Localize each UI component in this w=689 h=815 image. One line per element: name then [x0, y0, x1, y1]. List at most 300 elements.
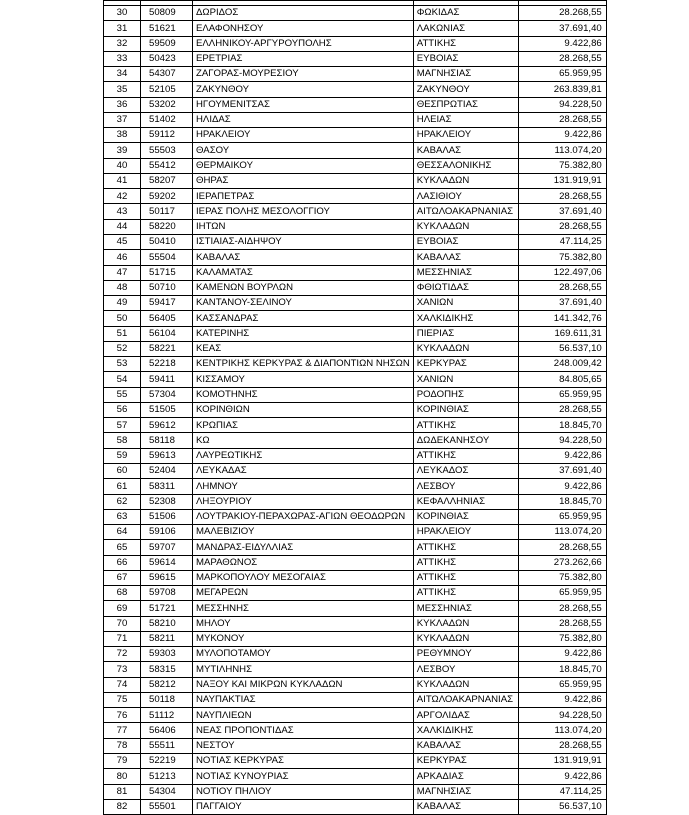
amount-cell: 141.342,76 — [518, 311, 606, 326]
municipality-code-cell: 52404 — [141, 463, 193, 478]
municipality-code-cell: 51506 — [141, 509, 193, 524]
municipality-code-cell: 52219 — [141, 754, 193, 769]
prefecture-name-cell: ΚΥΚΛΑΔΩΝ — [413, 631, 518, 646]
amount-cell: 18.845,70 — [518, 418, 606, 433]
table-row — [104, 723, 607, 738]
prefecture-name-cell: ΧΑΝΙΩΝ — [413, 296, 518, 311]
prefecture-name-cell: ΖΑΚΥΝΘΟΥ — [413, 82, 518, 97]
municipality-code-cell: 59411 — [141, 372, 193, 387]
table-row — [104, 433, 607, 448]
table-row — [104, 21, 607, 36]
municipality-code-cell: 55511 — [141, 738, 193, 753]
row-number-cell: 64 — [104, 525, 141, 540]
amount-cell: 18.845,70 — [518, 494, 606, 509]
prefecture-name-cell: ΠΙΕΡΙΑΣ — [413, 326, 518, 341]
amount-cell: 94.228,50 — [518, 433, 606, 448]
row-number-cell: 62 — [104, 494, 141, 509]
table-row — [104, 570, 607, 585]
municipality-name-cell: ΜΥΤΙΛΗΝΗΣ — [193, 662, 414, 677]
amount-cell: 28.268,55 — [518, 112, 606, 127]
municipality-code-cell: 58212 — [141, 677, 193, 692]
municipality-name-cell: ΚΕΝΤΡΙΚΗΣ ΚΕΡΚΥΡΑΣ & ΔΙΑΠΟΝΤΙΩΝ ΝΗΣΩΝ — [193, 357, 414, 372]
row-number-cell: 59 — [104, 448, 141, 463]
table-row — [104, 341, 607, 356]
prefecture-name-cell: ΜΑΓΝΗΣΙΑΣ — [413, 784, 518, 799]
amount-cell: 113.074,20 — [518, 525, 606, 540]
row-number-cell: 63 — [104, 509, 141, 524]
row-number-cell: 58 — [104, 433, 141, 448]
table-row — [104, 372, 607, 387]
prefecture-name-cell: ΡΕΘΥΜΝΟΥ — [413, 647, 518, 662]
row-number-cell: 80 — [104, 769, 141, 784]
amount-cell: 28.268,55 — [518, 280, 606, 295]
municipality-code-cell: 52105 — [141, 82, 193, 97]
prefecture-name-cell: ΧΑΛΚΙΔΙΚΗΣ — [413, 723, 518, 738]
amount-cell: 28.268,55 — [518, 402, 606, 417]
amount-cell: 56.537,10 — [518, 341, 606, 356]
municipality-name-cell: ΛΕΥΚΑΔΑΣ — [193, 463, 414, 478]
row-number-cell: 78 — [104, 738, 141, 753]
municipality-name-cell: ΝΕΑΣ ΠΡΟΠΟΝΤΙΔΑΣ — [193, 723, 414, 738]
municipality-code-cell: 58211 — [141, 631, 193, 646]
prefecture-name-cell: ΧΑΛΚΙΔΙΚΗΣ — [413, 311, 518, 326]
municipality-name-cell: ΘΗΡΑΣ — [193, 173, 414, 188]
row-number-cell: 30 — [104, 6, 141, 21]
prefecture-name-cell: ΘΕΣΠΡΩΤΙΑΣ — [413, 97, 518, 112]
row-number-cell: 48 — [104, 280, 141, 295]
amount-cell: 75.382,80 — [518, 250, 606, 265]
table-row — [104, 219, 607, 234]
municipality-code-cell: 50117 — [141, 204, 193, 219]
municipality-name-cell: ΚΑΛΑΜΑΤΑΣ — [193, 265, 414, 280]
amount-cell: 65.959,95 — [518, 509, 606, 524]
amount-cell: 18.845,70 — [518, 662, 606, 677]
table-row — [104, 662, 607, 677]
municipality-name-cell: ΝΑΞΟΥ ΚΑΙ ΜΙΚΡΩΝ ΚΥΚΛΑΔΩΝ — [193, 677, 414, 692]
table-row — [104, 36, 607, 51]
municipality-name-cell: ΚΟΡΙΝΘΙΩΝ — [193, 402, 414, 417]
prefecture-name-cell: ΚΑΒΑΛΑΣ — [413, 799, 518, 814]
row-number-cell: 69 — [104, 601, 141, 616]
amount-cell: 28.268,55 — [518, 540, 606, 555]
prefecture-name-cell: ΚΟΡΙΝΘΙΑΣ — [413, 402, 518, 417]
table-row — [104, 647, 607, 662]
table-row — [104, 67, 607, 82]
amount-cell: 37.691,40 — [518, 296, 606, 311]
row-number-cell: 54 — [104, 372, 141, 387]
row-number-cell: 35 — [104, 82, 141, 97]
prefecture-name-cell: ΑΤΤΙΚΗΣ — [413, 570, 518, 585]
municipality-name-cell: ΝΟΤΙΑΣ ΚΥΝΟΥΡΙΑΣ — [193, 769, 414, 784]
prefecture-name-cell: ΛΕΣΒΟΥ — [413, 479, 518, 494]
amount-cell: 75.382,80 — [518, 570, 606, 585]
municipality-code-cell: 54304 — [141, 784, 193, 799]
amount-cell: 28.268,55 — [518, 616, 606, 631]
prefecture-name-cell: ΚΕΡΚΥΡΑΣ — [413, 357, 518, 372]
row-number-cell: 42 — [104, 189, 141, 204]
amount-cell: 9.422,86 — [518, 692, 606, 707]
table-row — [104, 586, 607, 601]
table-row — [104, 738, 607, 753]
prefecture-name-cell: ΛΑΚΩΝΙΑΣ — [413, 21, 518, 36]
prefecture-name-cell: ΑΤΤΙΚΗΣ — [413, 540, 518, 555]
row-number-cell: 67 — [104, 570, 141, 585]
row-number-cell: 77 — [104, 723, 141, 738]
prefecture-name-cell: ΚΟΡΙΝΘΙΑΣ — [413, 509, 518, 524]
row-number-cell: 82 — [104, 799, 141, 814]
row-number-cell: 41 — [104, 173, 141, 188]
municipality-code-cell: 56405 — [141, 311, 193, 326]
prefecture-name-cell: ΜΕΣΣΗΝΙΑΣ — [413, 265, 518, 280]
row-number-cell: 33 — [104, 51, 141, 66]
table-row — [104, 173, 607, 188]
prefecture-name-cell: ΛΑΣΙΘΙΟΥ — [413, 189, 518, 204]
municipality-name-cell: ΝΕΣΤΟΥ — [193, 738, 414, 753]
table-row — [104, 296, 607, 311]
row-number-cell: 56 — [104, 402, 141, 417]
municipality-code-cell: 56104 — [141, 326, 193, 341]
table-row — [104, 158, 607, 173]
table-row — [104, 769, 607, 784]
prefecture-name-cell: ΜΑΓΝΗΣΙΑΣ — [413, 67, 518, 82]
municipality-name-cell: ΝΟΤΙΑΣ ΚΕΡΚΥΡΑΣ — [193, 754, 414, 769]
municipality-code-cell: 51505 — [141, 402, 193, 417]
prefecture-name-cell: ΚΕΡΚΥΡΑΣ — [413, 754, 518, 769]
prefecture-name-cell: ΕΥΒΟΙΑΣ — [413, 51, 518, 66]
row-number-cell: 31 — [104, 21, 141, 36]
table-row — [104, 357, 607, 372]
table-row — [104, 326, 607, 341]
municipality-code-cell: 51621 — [141, 21, 193, 36]
municipality-code-cell: 51213 — [141, 769, 193, 784]
row-number-cell: 37 — [104, 112, 141, 127]
table-row — [104, 540, 607, 555]
municipality-name-cell: ΛΑΥΡΕΩΤΙΚΗΣ — [193, 448, 414, 463]
table-row — [104, 189, 607, 204]
row-number-cell: 40 — [104, 158, 141, 173]
amount-cell: 9.422,86 — [518, 769, 606, 784]
amount-cell: 65.959,95 — [518, 387, 606, 402]
municipality-code-cell: 58315 — [141, 662, 193, 677]
table-row — [104, 601, 607, 616]
prefecture-name-cell: ΑΡΓΟΛΙΔΑΣ — [413, 708, 518, 723]
table-row — [104, 799, 607, 814]
municipality-name-cell: ΜΥΛΟΠΟΤΑΜΟΥ — [193, 647, 414, 662]
row-number-cell: 53 — [104, 357, 141, 372]
prefecture-name-cell: ΑΤΤΙΚΗΣ — [413, 586, 518, 601]
table-row — [104, 250, 607, 265]
table-row — [104, 418, 607, 433]
amount-cell: 9.422,86 — [518, 36, 606, 51]
amount-cell: 75.382,80 — [518, 158, 606, 173]
municipality-name-cell: ΛΗΞΟΥΡΙΟΥ — [193, 494, 414, 509]
municipality-code-cell: 59112 — [141, 128, 193, 143]
row-number-cell: 39 — [104, 143, 141, 158]
table-body — [104, 1, 607, 815]
municipality-name-cell: ΜΑΛΕΒΙΖΙΟΥ — [193, 525, 414, 540]
municipality-code-cell: 55412 — [141, 158, 193, 173]
table-row — [104, 631, 607, 646]
prefecture-name-cell: ΚΑΒΑΛΑΣ — [413, 738, 518, 753]
prefecture-name-cell: ΘΕΣΣΑΛΟΝΙΚΗΣ — [413, 158, 518, 173]
municipality-code-cell: 59612 — [141, 418, 193, 433]
municipality-code-cell: 59509 — [141, 36, 193, 51]
row-number-cell: 43 — [104, 204, 141, 219]
table-row — [104, 708, 607, 723]
amount-cell: 28.268,55 — [518, 51, 606, 66]
municipality-code-cell: 59708 — [141, 586, 193, 601]
municipality-name-cell: ΛΟΥΤΡΑΚΙΟΥ-ΠΕΡΑΧΩΡΑΣ-ΑΓΙΩΝ ΘΕΟΔΩΡΩΝ — [193, 509, 414, 524]
prefecture-name-cell: ΡΟΔΟΠΗΣ — [413, 387, 518, 402]
amount-cell: 263.839,81 — [518, 82, 606, 97]
row-number-cell: 36 — [104, 97, 141, 112]
municipality-name-cell: ΛΗΜΝΟΥ — [193, 479, 414, 494]
amount-cell: 28.268,55 — [518, 189, 606, 204]
municipality-code-cell: 58220 — [141, 219, 193, 234]
municipality-name-cell: ΖΑΚΥΝΘΟΥ — [193, 82, 414, 97]
municipality-name-cell: ΝΑΥΠΑΚΤΙΑΣ — [193, 692, 414, 707]
table-row — [104, 692, 607, 707]
amount-cell: 28.268,55 — [518, 6, 606, 21]
municipality-code-cell: 59417 — [141, 296, 193, 311]
prefecture-name-cell: ΚΕΦΑΛΛΗΝΙΑΣ — [413, 494, 518, 509]
prefecture-name-cell: ΦΘΙΩΤΙΔΑΣ — [413, 280, 518, 295]
table-row — [104, 204, 607, 219]
municipality-code-cell: 51715 — [141, 265, 193, 280]
municipality-code-cell: 55503 — [141, 143, 193, 158]
table-row — [104, 97, 607, 112]
amount-cell: 113.074,20 — [518, 723, 606, 738]
table-row — [104, 6, 607, 21]
municipality-name-cell: ΕΛΛΗΝΙΚΟΥ-ΑΡΓΥΡΟΥΠΟΛΗΣ — [193, 36, 414, 51]
row-number-cell: 72 — [104, 647, 141, 662]
municipality-code-cell: 50809 — [141, 6, 193, 21]
row-number-cell: 65 — [104, 540, 141, 555]
row-number-cell: 49 — [104, 296, 141, 311]
prefecture-name-cell: ΗΛΕΙΑΣ — [413, 112, 518, 127]
row-number-cell: 32 — [104, 36, 141, 51]
municipality-code-cell: 54307 — [141, 67, 193, 82]
municipality-name-cell: ΚΑΣΣΑΝΔΡΑΣ — [193, 311, 414, 326]
municipality-name-cell: ΙΗΤΩΝ — [193, 219, 414, 234]
prefecture-name-cell: ΚΥΚΛΑΔΩΝ — [413, 173, 518, 188]
table-row — [104, 387, 607, 402]
table-row — [104, 265, 607, 280]
municipality-code-cell: 50423 — [141, 51, 193, 66]
prefecture-name-cell: ΑΡΚΑΔΙΑΣ — [413, 769, 518, 784]
municipality-name-cell: ΜΗΛΟΥ — [193, 616, 414, 631]
table-row — [104, 112, 607, 127]
municipality-name-cell: ΚΙΣΣΑΜΟΥ — [193, 372, 414, 387]
municipality-code-cell: 59614 — [141, 555, 193, 570]
prefecture-name-cell: ΑΤΤΙΚΗΣ — [413, 418, 518, 433]
row-number-cell: 68 — [104, 586, 141, 601]
table-row — [104, 509, 607, 524]
table-row — [104, 448, 607, 463]
amount-cell: 28.268,55 — [518, 601, 606, 616]
prefecture-name-cell: ΑΙΤΩΛΟΑΚΑΡΝΑΝΙΑΣ — [413, 204, 518, 219]
prefecture-name-cell: ΗΡΑΚΛΕΙΟΥ — [413, 525, 518, 540]
row-number-cell: 51 — [104, 326, 141, 341]
table-row — [104, 128, 607, 143]
municipality-code-cell: 59707 — [141, 540, 193, 555]
municipality-code-cell: 55504 — [141, 250, 193, 265]
table-row — [104, 555, 607, 570]
amount-cell: 28.268,55 — [518, 219, 606, 234]
amount-cell: 113.074,20 — [518, 143, 606, 158]
municipality-name-cell: ΚΟΜΟΤΗΝΗΣ — [193, 387, 414, 402]
prefecture-name-cell: ΑΤΤΙΚΗΣ — [413, 555, 518, 570]
municipality-name-cell: ΚΕΑΣ — [193, 341, 414, 356]
municipality-name-cell: ΜΑΡΑΘΩΝΟΣ — [193, 555, 414, 570]
table-row — [104, 616, 607, 631]
amount-cell: 65.959,95 — [518, 586, 606, 601]
municipality-code-cell: 59303 — [141, 647, 193, 662]
table-row — [104, 82, 607, 97]
amount-cell: 9.422,86 — [518, 479, 606, 494]
municipality-code-cell: 58311 — [141, 479, 193, 494]
row-number-cell: 52 — [104, 341, 141, 356]
municipality-name-cell: ΜΥΚΟΝΟΥ — [193, 631, 414, 646]
amount-cell: 9.422,86 — [518, 128, 606, 143]
row-number-cell: 75 — [104, 692, 141, 707]
table-row — [104, 234, 607, 249]
amount-cell: 94.228,50 — [518, 708, 606, 723]
row-number-cell: 55 — [104, 387, 141, 402]
prefecture-name-cell: ΑΤΤΙΚΗΣ — [413, 36, 518, 51]
municipality-name-cell: ΜΑΡΚΟΠΟΥΛΟΥ ΜΕΣΟΓΑΙΑΣ — [193, 570, 414, 585]
municipality-code-cell: 58210 — [141, 616, 193, 631]
amount-cell: 84.805,65 — [518, 372, 606, 387]
amount-cell: 9.422,86 — [518, 448, 606, 463]
municipality-code-cell: 53202 — [141, 97, 193, 112]
municipality-code-cell: 51112 — [141, 708, 193, 723]
municipality-code-cell: 58118 — [141, 433, 193, 448]
row-number-cell: 81 — [104, 784, 141, 799]
table-row — [104, 479, 607, 494]
municipality-name-cell: ΜΑΝΔΡΑΣ-ΕΙΔΥΛΛΙΑΣ — [193, 540, 414, 555]
table-row — [104, 463, 607, 478]
row-number-cell: 46 — [104, 250, 141, 265]
amount-cell: 75.382,80 — [518, 631, 606, 646]
municipality-name-cell: ΚΑΒΑΛΑΣ — [193, 250, 414, 265]
row-number-cell: 61 — [104, 479, 141, 494]
prefecture-name-cell: ΗΡΑΚΛΕΙΟΥ — [413, 128, 518, 143]
row-number-cell: 50 — [104, 311, 141, 326]
municipality-code-cell: 52218 — [141, 357, 193, 372]
amount-cell: 131.919,91 — [518, 173, 606, 188]
municipality-name-cell: ΘΑΣΟΥ — [193, 143, 414, 158]
municipality-code-cell: 58221 — [141, 341, 193, 356]
municipality-name-cell: ΜΕΓΑΡΕΩΝ — [193, 586, 414, 601]
row-number-cell: 47 — [104, 265, 141, 280]
row-number-cell: 45 — [104, 234, 141, 249]
row-number-cell: 73 — [104, 662, 141, 677]
amount-cell: 273.262,66 — [518, 555, 606, 570]
amount-cell: 131.919,91 — [518, 754, 606, 769]
row-number-cell: 44 — [104, 219, 141, 234]
prefecture-name-cell: ΑΙΤΩΛΟΑΚΑΡΝΑΝΙΑΣ — [413, 692, 518, 707]
row-number-cell: 57 — [104, 418, 141, 433]
row-number-cell: 38 — [104, 128, 141, 143]
prefecture-name-cell: ΧΑΝΙΩΝ — [413, 372, 518, 387]
row-number-cell: 76 — [104, 708, 141, 723]
table-row — [104, 143, 607, 158]
municipality-code-cell: 56406 — [141, 723, 193, 738]
municipality-name-cell: ΜΕΣΣΗΝΗΣ — [193, 601, 414, 616]
municipality-code-cell: 59613 — [141, 448, 193, 463]
prefecture-name-cell: ΦΩΚΙΔΑΣ — [413, 6, 518, 21]
amount-cell: 122.497,06 — [518, 265, 606, 280]
municipality-name-cell: ΝΑΥΠΛΙΕΩΝ — [193, 708, 414, 723]
prefecture-name-cell: ΕΥΒΟΙΑΣ — [413, 234, 518, 249]
municipality-name-cell: ΚΩ — [193, 433, 414, 448]
prefecture-name-cell: ΛΕΣΒΟΥ — [413, 662, 518, 677]
municipality-code-cell: 52308 — [141, 494, 193, 509]
amount-cell: 248.009,42 — [518, 357, 606, 372]
amount-cell: 9.422,86 — [518, 647, 606, 662]
municipality-name-cell: ΚΑΤΕΡΙΝΗΣ — [193, 326, 414, 341]
table-row — [104, 402, 607, 417]
prefecture-name-cell: ΑΤΤΙΚΗΣ — [413, 448, 518, 463]
amount-cell: 65.959,95 — [518, 677, 606, 692]
amount-cell: 169.611,31 — [518, 326, 606, 341]
municipality-code-cell: 50710 — [141, 280, 193, 295]
municipality-name-cell: ΙΣΤΙΑΙΑΣ-ΑΙΔΗΨΟΥ — [193, 234, 414, 249]
municipality-table — [103, 0, 607, 815]
amount-cell: 65.959,95 — [518, 67, 606, 82]
municipality-code-cell: 59202 — [141, 189, 193, 204]
municipality-name-cell: ΙΕΡΑΣ ΠΟΛΗΣ ΜΕΣΟΛΟΓΓΙΟΥ — [193, 204, 414, 219]
table-row — [104, 280, 607, 295]
amount-cell: 94.228,50 — [518, 97, 606, 112]
table-row — [104, 494, 607, 509]
municipality-code-cell: 59106 — [141, 525, 193, 540]
row-number-cell: 66 — [104, 555, 141, 570]
row-number-cell: 71 — [104, 631, 141, 646]
municipality-name-cell: ΖΑΓΟΡΑΣ-ΜΟΥΡΕΣΙΟΥ — [193, 67, 414, 82]
table-row — [104, 754, 607, 769]
table-row — [104, 677, 607, 692]
municipality-code-cell: 55501 — [141, 799, 193, 814]
row-number-cell: 70 — [104, 616, 141, 631]
prefecture-name-cell: ΚΥΚΛΑΔΩΝ — [413, 341, 518, 356]
municipality-name-cell: ΗΓΟΥΜΕΝΙΤΣΑΣ — [193, 97, 414, 112]
municipality-name-cell: ΚΡΩΠΙΑΣ — [193, 418, 414, 433]
prefecture-name-cell: ΚΥΚΛΑΔΩΝ — [413, 677, 518, 692]
prefecture-name-cell: ΚΥΚΛΑΔΩΝ — [413, 219, 518, 234]
row-number-cell: 74 — [104, 677, 141, 692]
municipality-name-cell: ΝΟΤΙΟΥ ΠΗΛΙΟΥ — [193, 784, 414, 799]
municipality-name-cell: ΙΕΡΑΠΕΤΡΑΣ — [193, 189, 414, 204]
municipality-code-cell: 59615 — [141, 570, 193, 585]
prefecture-name-cell: ΜΕΣΣΗΝΙΑΣ — [413, 601, 518, 616]
municipality-code-cell: 57304 — [141, 387, 193, 402]
municipality-code-cell: 58207 — [141, 173, 193, 188]
municipality-code-cell: 50410 — [141, 234, 193, 249]
prefecture-name-cell: ΚΥΚΛΑΔΩΝ — [413, 616, 518, 631]
prefecture-name-cell: ΔΩΔΕΚΑΝΗΣΟΥ — [413, 433, 518, 448]
amount-cell: 47.114,25 — [518, 234, 606, 249]
municipality-name-cell: ΕΛΑΦΟΝΗΣΟΥ — [193, 21, 414, 36]
row-number-cell: 79 — [104, 754, 141, 769]
amount-cell: 56.537,10 — [518, 799, 606, 814]
municipality-name-cell: ΚΑΜΕΝΩΝ ΒΟΥΡΛΩΝ — [193, 280, 414, 295]
amount-cell: 37.691,40 — [518, 204, 606, 219]
prefecture-name-cell: ΛΕΥΚΑΔΟΣ — [413, 463, 518, 478]
row-number-cell: 60 — [104, 463, 141, 478]
amount-cell: 37.691,40 — [518, 463, 606, 478]
